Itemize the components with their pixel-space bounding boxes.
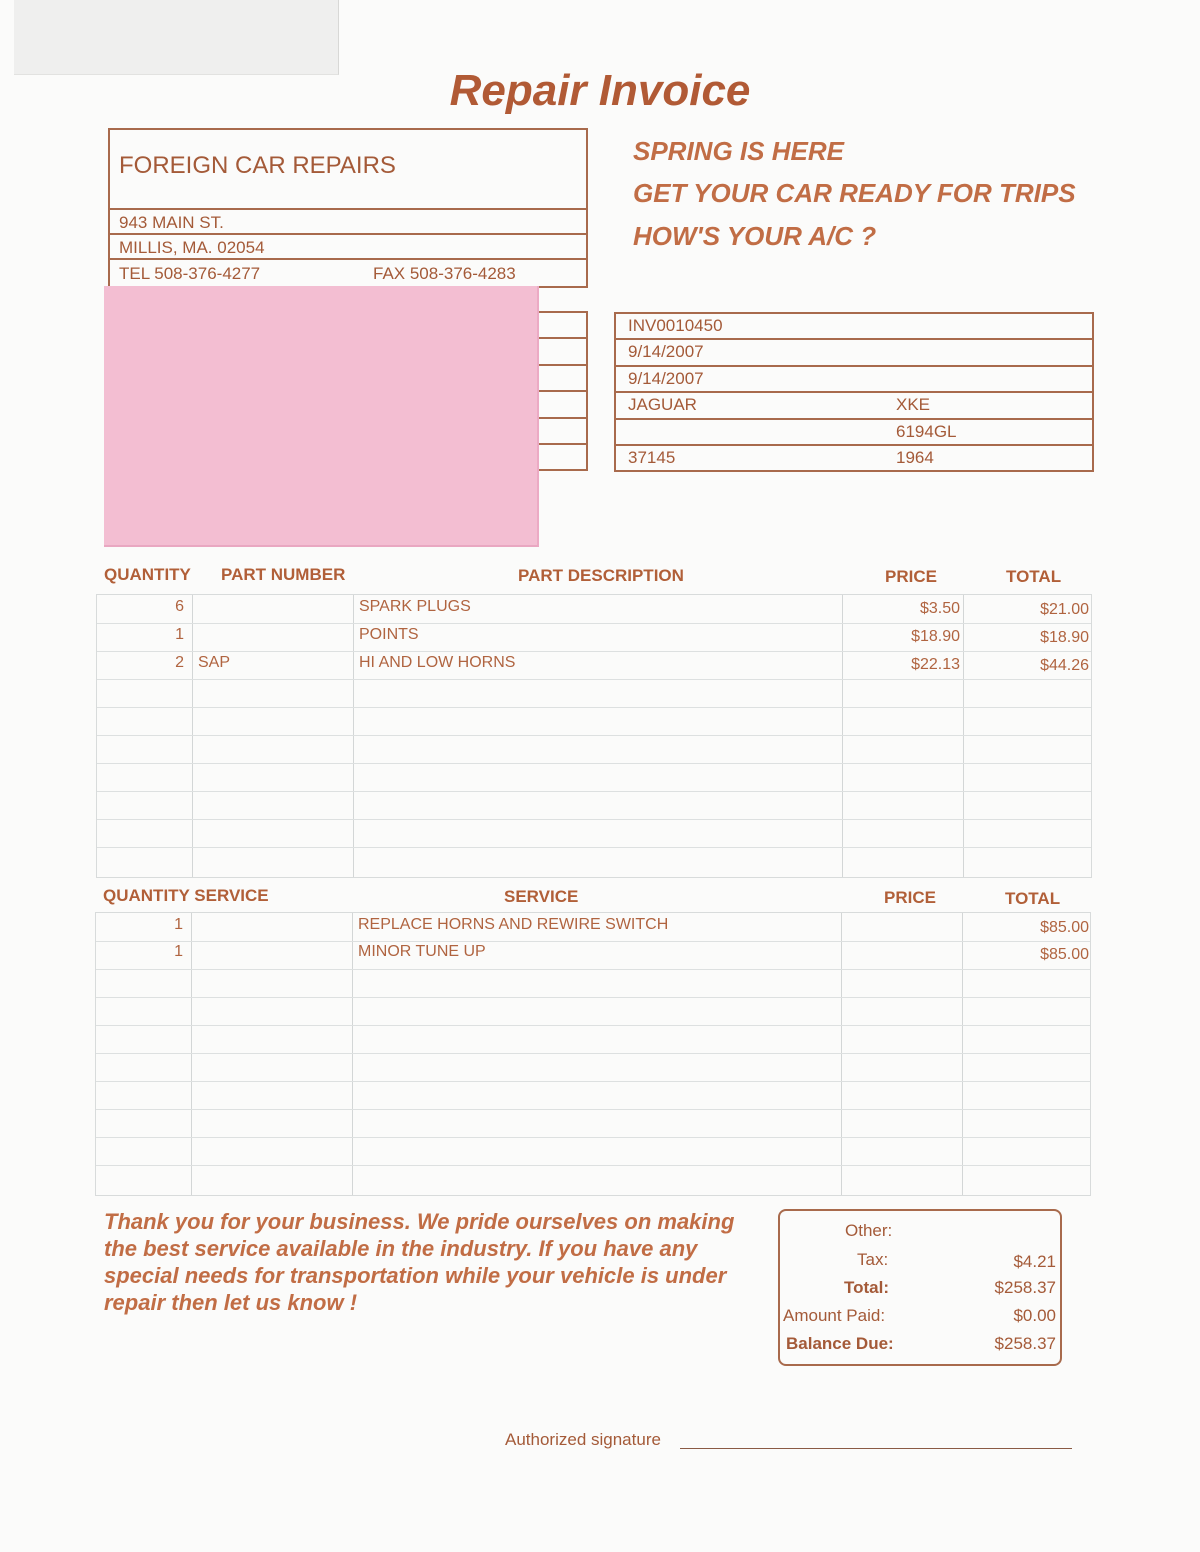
part-description: SPARK PLUGS — [359, 598, 471, 615]
parts-header-part-number: PART NUMBER — [221, 565, 346, 584]
part-price: $22.13 — [911, 656, 960, 673]
parts-row-line — [97, 763, 1091, 764]
tax-label: Tax: — [857, 1250, 889, 1269]
services-col-line — [352, 913, 353, 1195]
page-title: Repair Invoice — [449, 66, 751, 115]
services-col-line — [191, 913, 192, 1195]
customer-box-line — [533, 443, 588, 445]
invoice-date: 9/14/2007 — [628, 342, 704, 361]
part-number: SAP — [198, 654, 231, 671]
amount-paid-value: $0.00 — [1013, 1306, 1056, 1325]
services-row-line — [96, 969, 1090, 970]
services-row-line — [96, 941, 1090, 942]
services-row-line — [96, 1025, 1090, 1026]
services-row-line — [96, 997, 1090, 998]
vehicle-plate: 6194GL — [896, 422, 957, 441]
parts-header-total: TOTAL — [1006, 567, 1062, 586]
services-col-line — [841, 913, 842, 1195]
services-header-service: SERVICE — [504, 887, 579, 906]
signature-line — [680, 1448, 1072, 1449]
balance-due-value: $258.37 — [994, 1334, 1056, 1353]
parts-header-price: PRICE — [885, 567, 937, 586]
amount-paid-label: Amount Paid: — [783, 1306, 886, 1325]
parts-row-line — [97, 735, 1091, 736]
company-fax: FAX 508-376-4283 — [373, 264, 516, 283]
services-header-price: PRICE — [884, 888, 936, 907]
parts-row-line — [97, 791, 1091, 792]
part-qty: 1 — [175, 626, 184, 643]
customer-box-line — [533, 337, 588, 339]
part-description: POINTS — [359, 626, 419, 643]
total-value: $258.37 — [994, 1278, 1056, 1297]
services-row-line — [96, 1137, 1090, 1138]
part-qty: 2 — [175, 654, 184, 671]
vehicle-model: XKE — [896, 395, 931, 414]
other-label: Other: — [845, 1221, 893, 1240]
part-total: $44.26 — [1040, 657, 1089, 674]
promo-line-3: HOW'S YOUR A/C ? — [633, 221, 877, 251]
invoice-info-line — [614, 338, 1094, 340]
invoice-info-line — [614, 391, 1094, 393]
parts-header-quantity: QUANTITY — [104, 565, 191, 584]
parts-col-line — [192, 595, 193, 877]
services-header-total: TOTAL — [1005, 889, 1061, 908]
company-tel: TEL 508-376-4277 — [119, 264, 261, 283]
promo-line-2: GET YOUR CAR READY FOR TRIPS — [633, 178, 1076, 208]
part-price: $3.50 — [919, 600, 960, 617]
parts-col-line — [842, 595, 843, 877]
parts-row-line — [97, 847, 1091, 848]
company-city: MILLIS, MA. 02054 — [119, 238, 265, 257]
part-price: $18.90 — [911, 628, 960, 645]
vehicle-year: 1964 — [896, 448, 934, 467]
invoice-info-line — [614, 365, 1094, 367]
services-row-line — [96, 1081, 1090, 1082]
parts-row-line — [97, 679, 1091, 680]
services-row-line — [96, 1053, 1090, 1054]
invoice-number: INV0010450 — [628, 316, 723, 335]
service-total: $85.00 — [1040, 919, 1089, 936]
tax-value: $4.21 — [1013, 1252, 1056, 1271]
services-row-line — [96, 1109, 1090, 1110]
part-description: HI AND LOW HORNS — [359, 654, 516, 671]
invoice-info-line — [614, 444, 1094, 446]
balance-due-label: Balance Due: — [786, 1334, 894, 1353]
parts-col-line — [353, 595, 354, 877]
invoice-date-2: 9/14/2007 — [628, 369, 704, 388]
promo-line-1: SPRING IS HERE — [633, 136, 844, 166]
services-table — [95, 912, 1091, 1196]
part-total: $18.90 — [1040, 629, 1089, 646]
part-qty: 6 — [175, 598, 184, 615]
parts-col-line — [963, 595, 964, 877]
parts-header-description: PART DESCRIPTION — [518, 566, 684, 585]
scan-artifact — [14, 0, 339, 75]
company-address: 943 MAIN ST. — [119, 213, 224, 232]
customer-box-line — [533, 390, 588, 392]
service-description: REPLACE HORNS AND REWIRE SWITCH — [358, 916, 669, 933]
company-name: FOREIGN CAR REPAIRS — [119, 152, 396, 179]
invoice-info-line — [614, 418, 1094, 420]
customer-box-line — [533, 417, 588, 419]
parts-row-line — [97, 651, 1091, 652]
services-header-quantity-service: QUANTITY SERVICE — [103, 886, 269, 905]
services-col-line — [962, 913, 963, 1195]
signature-label: Authorized signature — [505, 1430, 661, 1449]
service-total: $85.00 — [1040, 946, 1089, 963]
total-label: Total: — [844, 1278, 890, 1297]
service-description: MINOR TUNE UP — [358, 943, 486, 960]
service-qty: 1 — [174, 943, 183, 960]
redaction-block — [104, 286, 539, 547]
vehicle-make: JAGUAR — [628, 395, 697, 414]
parts-row-line — [97, 819, 1091, 820]
parts-row-line — [97, 623, 1091, 624]
thank-you-message: Thank you for your business. We pride ourselves on making the best service available in the industry. If you have any special needs for transportation while your vehicle is under repair then let us know ! — [104, 1209, 735, 1315]
service-qty: 1 — [174, 916, 183, 933]
vehicle-mileage: 37145 — [628, 448, 676, 467]
parts-row-line — [97, 707, 1091, 708]
part-total: $21.00 — [1040, 601, 1089, 618]
customer-box-line — [533, 364, 588, 366]
services-row-line — [96, 1165, 1090, 1166]
